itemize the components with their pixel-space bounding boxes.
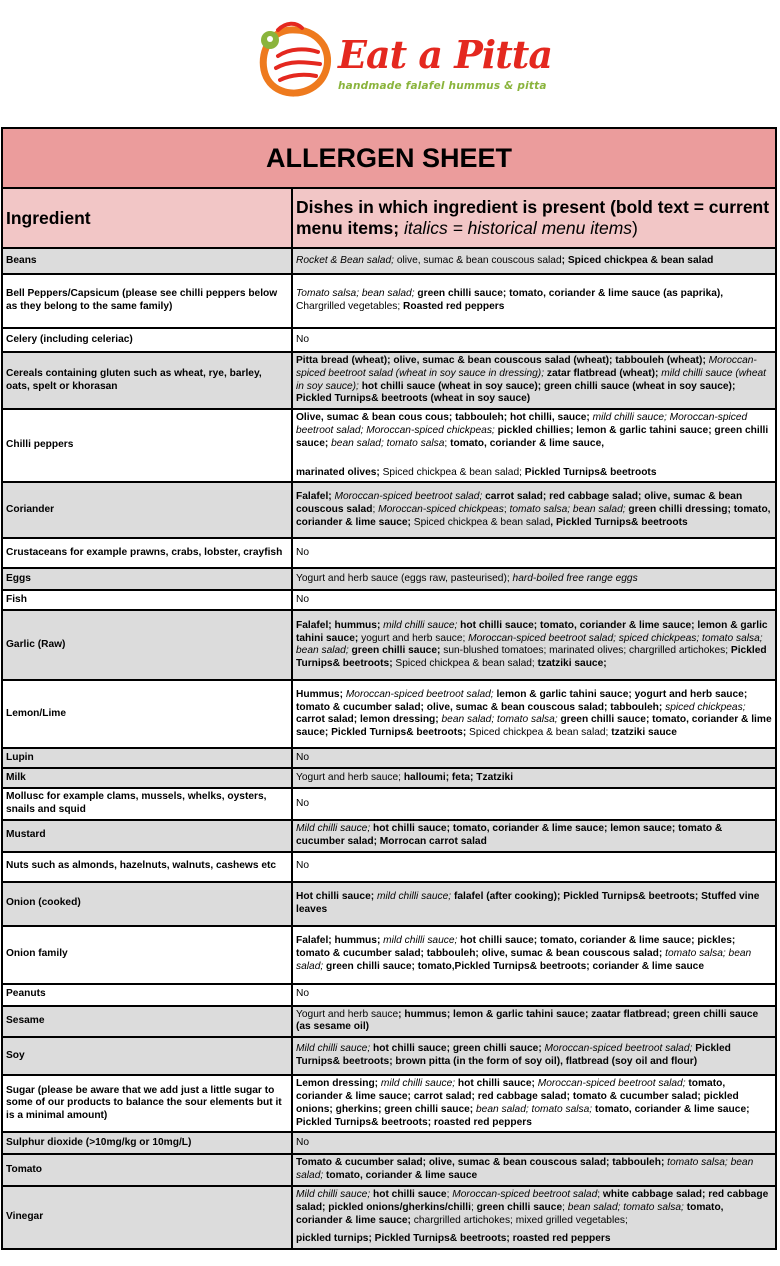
- dish-text: green chilli sauce; tomato, coriander & lime sauce; Pickled Turnips& beetroots;: [296, 714, 772, 739]
- ingredient-cell: Tomato: [2, 1154, 292, 1186]
- dishes-cell: [292, 820, 776, 852]
- table-row: [2, 1132, 776, 1154]
- ingredient-cell: Eggs: [2, 568, 292, 590]
- dish-text: No: [296, 593, 310, 605]
- dishes-cell: [292, 590, 776, 610]
- dish-text: green chilli sauce: [476, 1201, 563, 1213]
- dishes-cell: [292, 409, 776, 482]
- dish-text: hot chilli sauce; green chilli sauce;: [370, 1043, 542, 1055]
- dishes-cell: [292, 248, 776, 274]
- dishes-cell: [292, 748, 776, 768]
- dish-text: , Pickled Turnips& beetroots: [550, 516, 688, 528]
- dish-text: Moroccan-spiced chickpeas: [378, 503, 504, 515]
- dish-text: ; Spiced chickpea & bean salad: [561, 254, 714, 266]
- dish-text: Spiced chickpea & bean salad;: [392, 658, 538, 670]
- dish-text: green chilli sauce; tomato, coriander & lime sauce (as paprika),: [414, 288, 724, 300]
- dish-text: No: [296, 751, 310, 763]
- table-row: [2, 248, 776, 274]
- dish-text: Moroccan-spiced beetroot salad;: [541, 1043, 693, 1055]
- dish-text: spiced chickpeas;: [662, 701, 746, 713]
- dishes-cell: [292, 568, 776, 590]
- dish-text: carrot salad; lemon dressing;: [296, 714, 439, 726]
- dish-text: mild chilli sauce;: [374, 890, 452, 902]
- table-row: [2, 748, 776, 768]
- dish-text: pickled turnips; Pickled Turnips& beetroots; roasted red peppers: [296, 1233, 611, 1245]
- dish-text: hot chilli sauce; tomato, coriander & lime sauce; lemon sauce; tomato & cucumber salad; Morrocan carrot salad: [296, 822, 723, 847]
- dish-text: sun-blushed tomatoes; marinated olives; chargrilled artichokes;: [440, 645, 731, 657]
- dish-text: lemon & garlic tahini sauce; yogurt and herb sauce; tomato & cucumber salad; olive, sumac & bean couscous salad; tabbouleh;: [296, 688, 748, 713]
- dish-text: tomato salsa; bean salad;: [296, 1157, 754, 1182]
- dishes-cell: [292, 926, 776, 984]
- ingredient-cell: Lemon/Lime: [2, 680, 292, 748]
- ingredient-cell: Bell Peppers/Capsicum (please see chilli peppers below as they belong to the same family): [2, 274, 292, 328]
- dish-text: Hot chilli sauce;: [296, 890, 375, 902]
- dish-text: Tomato & cucumber salad; olive, sumac & bean couscous salad; tabbouleh;: [296, 1157, 665, 1169]
- dish-text: tomato salsa; bean salad;: [296, 948, 752, 972]
- table-row: [2, 352, 776, 409]
- dish-text: Mild chilli sauce;: [296, 822, 371, 834]
- table-row: [2, 482, 776, 538]
- dish-text: Roasted red peppers: [403, 301, 505, 312]
- dish-text: hot chilli sauce; tomato, coriander & lime sauce; pickles; tomato & cucumber salad; tabbouleh; olive, sumac & bean couscous salad;: [296, 935, 736, 960]
- dishes-cell: [292, 1154, 776, 1186]
- dish-text: white cabbage salad; red cabbage salad; pickled onions/gherkins/chilli: [296, 1188, 769, 1213]
- dish-text: No: [296, 546, 310, 558]
- dish-text: chargrilled artichokes; mixed grilled vegetables;: [410, 1214, 628, 1226]
- dish-text: No: [296, 797, 310, 809]
- dish-text: hot chilli sauce: [370, 1188, 447, 1200]
- ingredient-cell: Onion family: [2, 926, 292, 984]
- dish-text: Rocket & Bean salad;: [296, 254, 394, 266]
- logo-area: [0, 0, 780, 126]
- dish-text: tzatziki sauce: [611, 727, 677, 739]
- table-row: [2, 538, 776, 568]
- dish-text: bean salad; tomato salsa;: [438, 714, 558, 726]
- dishes-cell: [292, 538, 776, 568]
- table-row: [2, 820, 776, 852]
- dish-text: zatar flatbread (wheat);: [544, 367, 659, 379]
- dishes-cell: [292, 274, 776, 328]
- dish-text: Moroccan-spiced beetroot salad; spiced chickpeas; tomato salsa; bean salad;: [296, 632, 763, 657]
- dish-text: Moroccan-spiced beetroot salad: [452, 1188, 598, 1200]
- dish-text: bean salad; tomato salsa;: [473, 1103, 593, 1115]
- ingredient-cell: Fish: [2, 590, 292, 610]
- dish-text: carrot salad; red cabbage salad; olive, sumac & bean couscous salad: [296, 491, 743, 515]
- dish-text: green chilli dressing; tomato, coriander & lime sauce;: [296, 503, 771, 528]
- dish-text: No: [296, 988, 310, 1000]
- dish-text: marinated olives;: [296, 466, 380, 478]
- dishes-cell: [292, 610, 776, 680]
- brand-tagline: handmade falafel hummus & pitta: [338, 80, 547, 92]
- dishes-cell: [292, 788, 776, 820]
- dish-text: hot chilli sauce; tomato, coriander & lime sauce; lemon & garlic tahini sauce;: [296, 619, 768, 644]
- header-dishes-close: ): [632, 218, 638, 238]
- dish-text: pickled chillies; lemon & garlic tahini sauce; green chilli sauce;: [296, 424, 769, 449]
- dish-text: mild chilli sauce;: [380, 935, 458, 947]
- dish-text: halloumi; feta; Tzatziki: [403, 771, 514, 783]
- dish-text: Yogurt and herb sauce;: [296, 771, 404, 783]
- ingredient-cell: Onion (cooked): [2, 882, 292, 926]
- table-row: [2, 1186, 776, 1249]
- ingredient-cell: Sulphur dioxide (>10mg/kg or 10mg/L): [2, 1132, 292, 1154]
- dish-text: Olive, sumac & bean cous cous; tabbouleh; hot chilli, sauce;: [296, 412, 590, 424]
- table-row: [2, 882, 776, 926]
- table-row: [2, 768, 776, 788]
- dish-text: Pickled Turnips& beetroots: [524, 466, 657, 478]
- ingredient-cell: Beans: [2, 248, 292, 274]
- table-row: [2, 274, 776, 328]
- dishes-cell: [292, 352, 776, 409]
- dish-text: Tomato salsa; bean salad;: [296, 288, 415, 300]
- ingredient-cell: Mollusc for example clams, mussels, whelks, oysters, snails and squid: [2, 788, 292, 820]
- table-row: [2, 568, 776, 590]
- dishes-cell: [292, 768, 776, 788]
- header-dishes-italic: italics = historical menu items: [403, 218, 633, 238]
- dish-text: bean salad;: [328, 437, 384, 449]
- dish-text: Yogurt and herb sauce (eggs raw, pasteurised);: [296, 572, 513, 584]
- dish-text: Spiced chickpea & bean salad;: [466, 727, 612, 739]
- dish-text: Mild chilli sauce;: [296, 1043, 371, 1055]
- dish-text: Spiced chickpea & bean salad: [410, 516, 551, 528]
- dish-text: Hummus;: [296, 688, 343, 700]
- dish-text: falafel (after cooking); Pickled Turnips& beetroots; Stuffed vine leaves: [296, 890, 760, 915]
- dishes-cell: [292, 1075, 776, 1132]
- allergen-table: [1, 127, 777, 1250]
- dish-text: Pickled Turnips& beetroots;: [296, 645, 767, 670]
- dish-text: Falafel;: [296, 491, 332, 503]
- dishes-cell: [292, 482, 776, 538]
- dish-text: tzatziki sauce;: [537, 658, 607, 670]
- dishes-cell: [292, 1037, 776, 1075]
- dish-text: hot chilli sauce (wheat in soy sauce); green chilli sauce (wheat in soy sauce); Pickled Turnips& beetroots (wheat in soy sauce): [296, 380, 736, 405]
- dish-text: green chilli sauce;: [348, 645, 441, 657]
- dish-text: mild chilli sauce; Moroccan-spiced beetroot salad; Moroccan-spiced chickpeas;: [296, 412, 748, 436]
- dishes-cell: [292, 1132, 776, 1154]
- ingredient-cell: Vinegar: [2, 1186, 292, 1249]
- dish-text: Pitta bread (wheat); olive, sumac & bean couscous salad (wheat); tabbouleh (wheat);: [296, 355, 706, 366]
- table-row: [2, 680, 776, 748]
- dish-text: Yogurt and herb sauce: [296, 1008, 399, 1020]
- dish-text: Moroccan-spiced beetroot salad (wheat in soy sauce in dressing);: [296, 355, 757, 379]
- dish-text: hard-boiled free range eggs: [512, 572, 638, 584]
- dish-text: Falafel; hummus;: [296, 619, 381, 631]
- dish-text: Lemon dressing;: [296, 1078, 379, 1090]
- dishes-cell: [292, 1186, 776, 1249]
- dish-text: ;: [372, 503, 379, 515]
- dish-text: No: [296, 860, 310, 872]
- ingredient-cell: Peanuts: [2, 984, 292, 1006]
- dish-text: ;: [470, 1201, 477, 1213]
- table-row: [2, 610, 776, 680]
- dish-text: ;: [503, 503, 510, 515]
- ingredient-cell: Crustaceans for example prawns, crabs, lobster, crayfish: [2, 538, 292, 568]
- ingredient-cell: Lupin: [2, 748, 292, 768]
- brand-name: Eat a Pitta: [338, 32, 552, 77]
- header-ingredient: Ingredient: [2, 188, 292, 248]
- dish-text: hot chilli sauce;: [455, 1078, 535, 1090]
- sheet-title: ALLERGEN SHEET: [2, 128, 776, 188]
- dish-text: tomato salsa: [386, 437, 445, 449]
- header-row: [2, 188, 776, 248]
- ingredient-cell: Nuts such as almonds, hazelnuts, walnuts, cashews etc: [2, 852, 292, 882]
- ingredient-cell: Sugar (please be aware that we add just a little sugar to some of our products to balance the sour elements but it is a minimal amount): [2, 1075, 292, 1132]
- title-row: [2, 128, 776, 188]
- table-row: [2, 984, 776, 1006]
- dish-text: Chargrilled vegetables;: [296, 301, 404, 312]
- dish-text: ; hummus; lemon & garlic tahini sauce; zaatar flatbread; green chilli sauce (as sesame oil): [296, 1008, 759, 1033]
- dishes-cell: [292, 328, 776, 352]
- ingredient-cell: Cereals containing gluten such as wheat, rye, barley, oats, spelt or khorasan: [2, 352, 292, 409]
- ingredient-cell: Mustard: [2, 820, 292, 852]
- dish-text: Falafel; hummus;: [296, 935, 381, 947]
- dish-text: green chilli sauce; tomato,Pickled Turnips& beetroots; coriander & lime sauce: [323, 960, 704, 972]
- dish-text: ;: [562, 1201, 568, 1213]
- header-dishes: [292, 188, 776, 248]
- header-dishes-text: Dishes in which ingredient is present (bold text = current menu items;: [296, 197, 770, 238]
- dish-text: ;: [446, 1188, 453, 1200]
- ingredient-cell: Milk: [2, 768, 292, 788]
- table-row: [2, 409, 776, 482]
- table-row: [2, 1154, 776, 1186]
- dish-text: tomato, coriander & lime sauce,: [450, 437, 605, 449]
- dish-text: ;: [597, 1188, 603, 1200]
- ingredient-cell: Soy: [2, 1037, 292, 1075]
- ingredient-cell: Chilli peppers: [2, 409, 292, 482]
- dish-text: olive, sumac & bean couscous salad: [393, 254, 562, 266]
- ingredient-cell: Coriander: [2, 482, 292, 538]
- table-row: [2, 590, 776, 610]
- dish-text: mild chilli sauce;: [378, 1078, 456, 1090]
- table-row: [2, 1037, 776, 1075]
- ingredient-cell: Garlic (Raw): [2, 610, 292, 680]
- dish-text: tomato, coriander & lime sauce: [323, 1170, 478, 1182]
- dish-text: Spiced chickpea & bean salad;: [379, 466, 525, 478]
- table-row: [2, 1075, 776, 1132]
- dishes-cell: [292, 852, 776, 882]
- pitta-logo-icon: [256, 18, 336, 102]
- dish-text: ;: [444, 437, 451, 449]
- table-row: [2, 788, 776, 820]
- dish-text: tomato, coriander & lime sauce; carrot salad; red cabbage salad; tomato & cucumber salad; pickled onions; gherkins; green chilli sauce;: [296, 1078, 739, 1115]
- dish-text: mild chilli sauce (wheat in soy sauce);: [296, 367, 766, 392]
- dish-text: bean salad; tomato salsa;: [567, 1201, 684, 1213]
- dishes-cell: [292, 680, 776, 748]
- dish-text: Moroccan-spiced beetroot salad;: [331, 491, 483, 503]
- dish-text: mild chilli sauce;: [380, 619, 458, 631]
- dish-text: Pickled Turnips& beetroots; brown pitta (in the form of soy oil), flatbread (soy oil and flour): [296, 1043, 731, 1068]
- dishes-cell: [292, 882, 776, 926]
- dish-text: yogurt and herb sauce;: [358, 632, 469, 644]
- dishes-cell: [292, 984, 776, 1006]
- dish-text: tomato salsa; bean salad;: [509, 503, 626, 515]
- ingredient-cell: Celery (including celeriac): [2, 328, 292, 352]
- table-row: [2, 852, 776, 882]
- table-row: [2, 328, 776, 352]
- ingredient-cell: Sesame: [2, 1006, 292, 1038]
- dish-text: Moroccan-spiced beetroot salad;: [534, 1078, 686, 1090]
- dish-text: tomato, coriander & lime sauce; Pickled Turnips& beetroots; roasted red peppers: [296, 1103, 750, 1128]
- table-row: [2, 1006, 776, 1038]
- dishes-cell: [292, 1006, 776, 1038]
- dish-text: Moroccan-spiced beetroot salad;: [342, 688, 494, 700]
- dish-text: tomato, coriander & lime sauce;: [296, 1201, 724, 1226]
- table-row: [2, 926, 776, 984]
- dish-text: Mild chilli sauce;: [296, 1188, 371, 1200]
- dish-text: No: [296, 1136, 310, 1148]
- dish-text: No: [296, 333, 310, 345]
